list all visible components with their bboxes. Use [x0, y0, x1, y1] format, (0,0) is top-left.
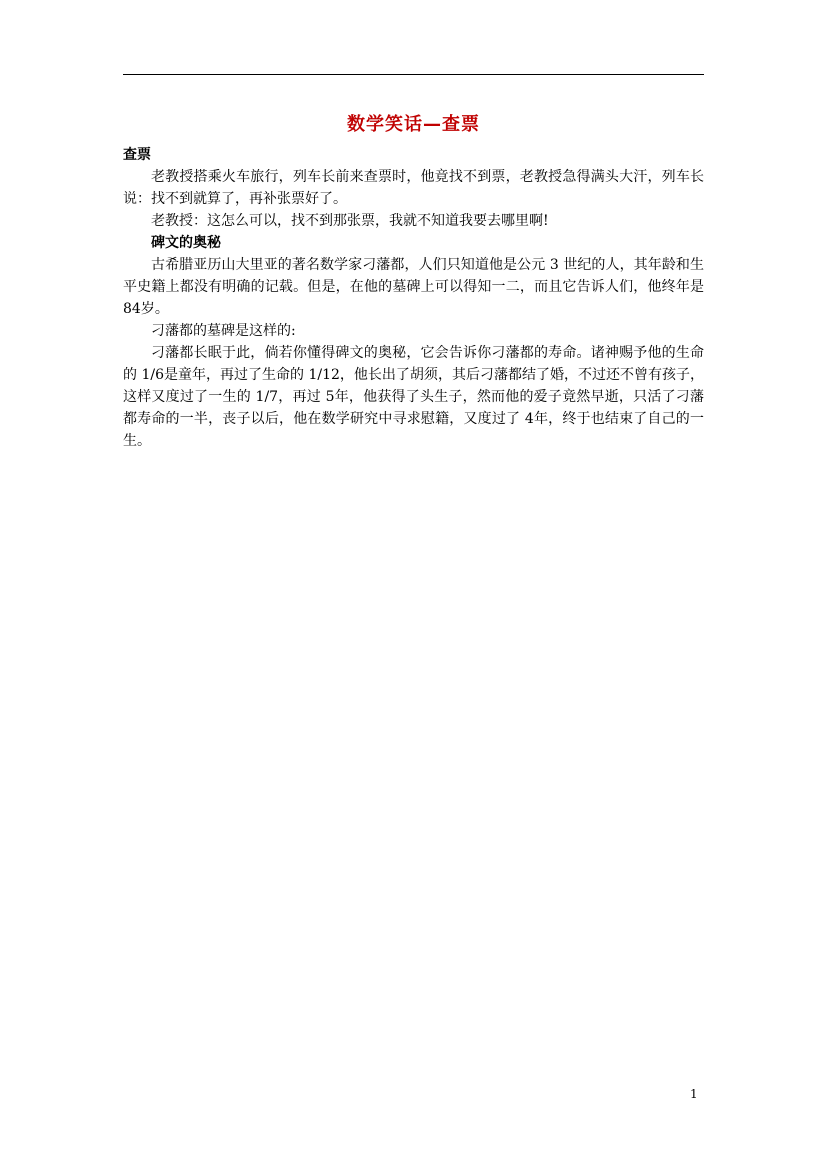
paragraph: 老教授搭乘火车旅行，列车长前来查票时，他竟找不到票，老教授急得满头大汗，列车长说：找不到就算了，再补张票好了。: [123, 169, 704, 207]
paragraph: 古希腊亚历山大里亚的著名数学家刁藩都，人们只知道他是公元 3 世纪的人，其年龄和生平史籍上都没有明确的记载。但是，在他的墓碑上可以得知一二，而且它告诉人们，他终年是 84岁。: [123, 257, 704, 317]
paragraph: 刁藩都长眠于此，倘若你懂得碑文的奥秘，它会告诉你刁藩都的寿命。诸神赐予他的生命的 1/6是童年，再过了生命的 1/12，他长出了胡须，其后刁藩都结了婚，不过还不曾有孩子，这样又度过了一生的 1/7，再过 5年，他获得了头生子，然而他的爱子竟然早逝，只活了刁藩都寿命的一半，丧子以后，他在数学研究中寻求慰籍，又度过了 4年，终于也结束了自己的一生。: [123, 345, 704, 449]
paragraph: 老教授：这怎么可以，找不到那张票，我就不知道我要去哪里啊!: [151, 213, 549, 229]
section-heading-epitaph: 碑文的奥秘: [151, 235, 221, 251]
paragraph: 刁藩都的墓碑是这样的:: [151, 323, 296, 339]
document-title: 数学笑话—查票: [347, 114, 480, 135]
section-heading-ticket-check: 查票: [123, 147, 151, 163]
page-number: 1: [690, 1087, 698, 1101]
header-rule: [123, 74, 704, 75]
document-body: [123, 144, 704, 452]
